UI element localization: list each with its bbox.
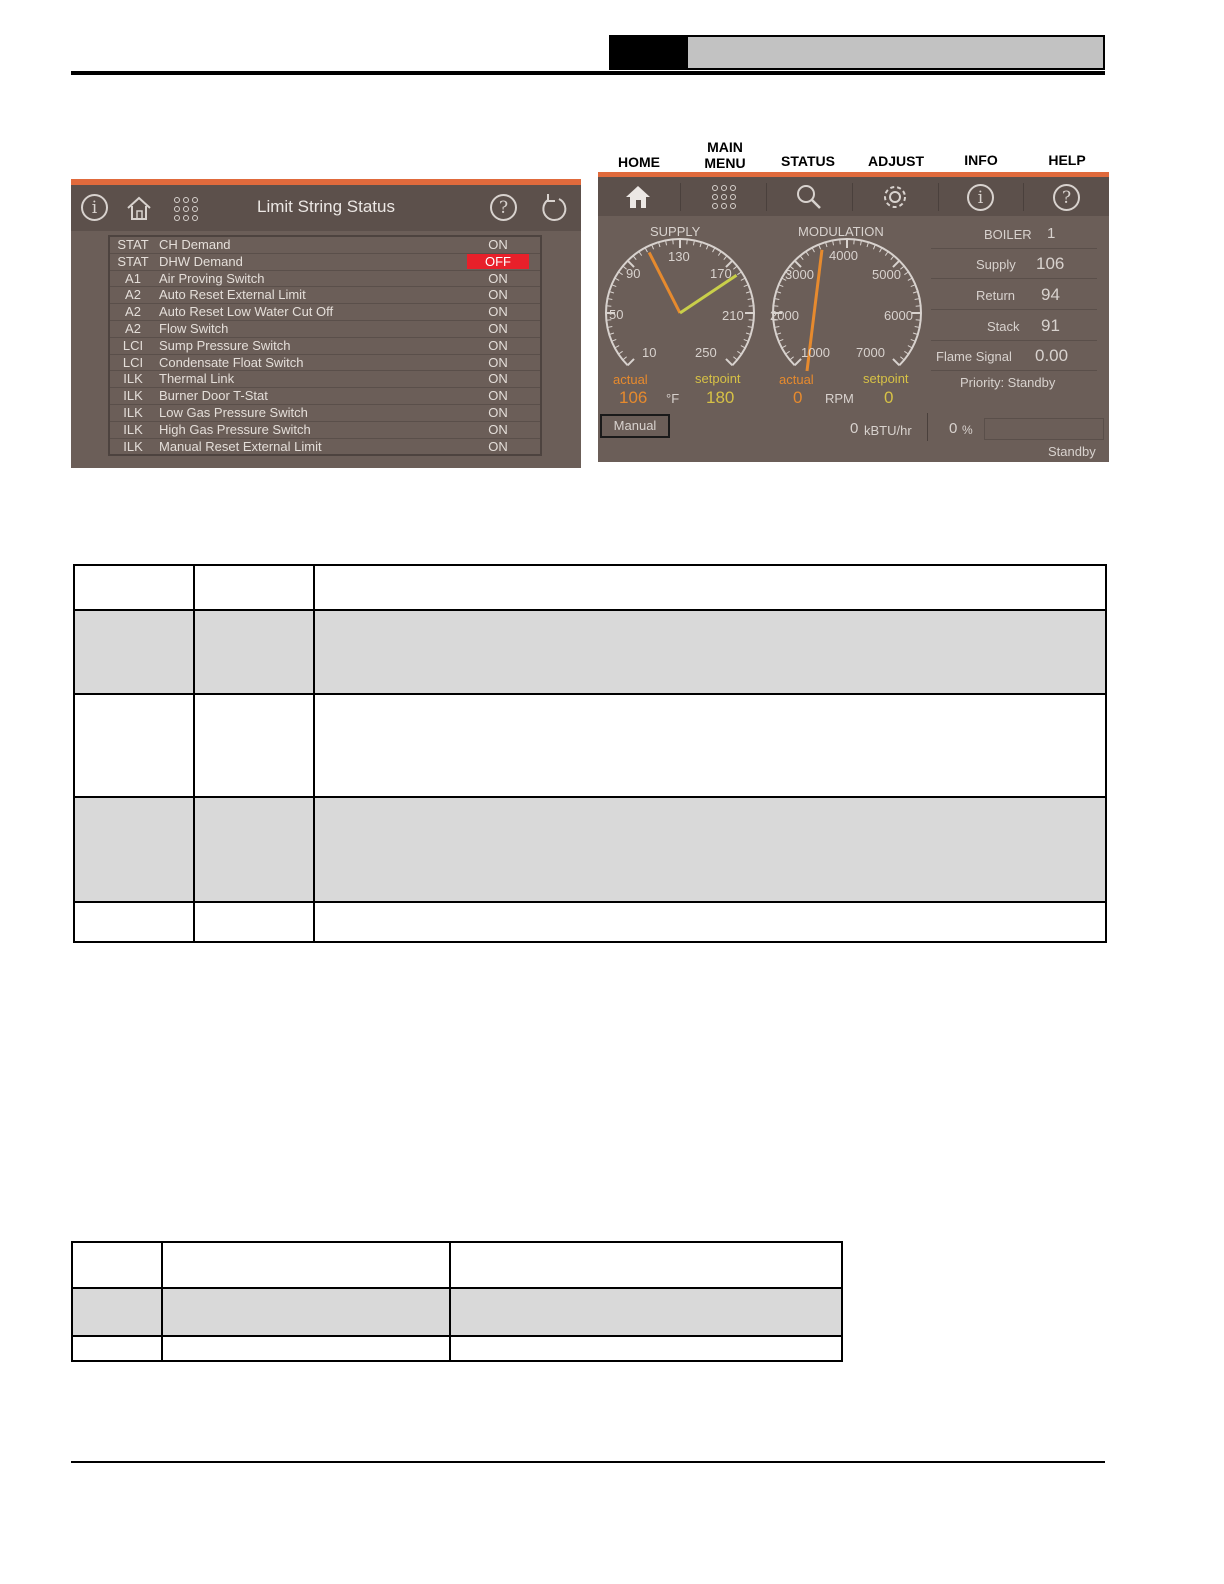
table-row (110, 355, 540, 372)
limit-status: ON (488, 337, 508, 353)
toolbar-separator (852, 183, 853, 211)
modulation-setpoint-value: 0 (884, 388, 894, 407)
gauge-tick-mark (615, 346, 619, 348)
gauge-tick-mark (700, 242, 701, 247)
modulation-progress-bar (984, 418, 1104, 440)
gauge-tick-mark (904, 351, 908, 354)
limit-name: Condensate Float Switch (159, 354, 304, 370)
supply-setpoint-label: setpoint (695, 371, 741, 386)
state-label: Standby (1048, 444, 1096, 459)
limit-code: STAT (117, 253, 149, 269)
gauge-tick-mark (741, 278, 745, 280)
gauge-tick-mark (913, 292, 918, 293)
limit-status: ON (488, 304, 508, 320)
limit-status: ON (488, 354, 508, 370)
gauge-tick-mark (913, 333, 918, 334)
stack-row (931, 313, 1097, 341)
limit-string-table (108, 235, 542, 456)
gauge-tick-mark (733, 266, 737, 269)
return-label: Return (976, 288, 1016, 303)
gauge-tick-mark (741, 346, 745, 348)
return-row (931, 282, 1097, 310)
table-row (110, 338, 540, 355)
gauge-tick-mark (609, 292, 614, 293)
table-row (110, 371, 540, 388)
limit-code: ILK (123, 404, 143, 420)
limit-status: ON (488, 438, 508, 454)
table-row (110, 304, 540, 321)
kbtu-value: 0 (850, 420, 859, 437)
supply-tick-210: 210 (722, 308, 744, 323)
limit-status: ON (488, 237, 508, 252)
table-header-row (72, 1242, 842, 1288)
limit-code: A1 (125, 270, 141, 286)
limit-name: Air Proving Switch (159, 270, 265, 286)
home-toolbar (598, 177, 1109, 216)
nav-label-main-menu-line1: MAIN (707, 139, 743, 155)
table-row (110, 321, 540, 338)
modulation-actual-value: 0 (793, 388, 803, 407)
toolbar-separator (1023, 183, 1024, 211)
gauge-tick-mark (776, 333, 781, 334)
gauge-tick-mark (744, 285, 749, 287)
limit-status: ON (488, 320, 508, 336)
help-icon[interactable]: ? (490, 194, 517, 221)
limit-name: Auto Reset Low Water Cut Off (159, 304, 334, 320)
percent-value: 0 (949, 420, 958, 437)
footer-separator (927, 413, 928, 441)
limit-code: LCI (122, 354, 144, 370)
limit-code: ILK (123, 388, 143, 404)
supply-tick-130: 130 (668, 249, 690, 264)
supply-gauge-label: SUPPLY (650, 224, 701, 239)
priority-status: Priority: Standby (960, 375, 1056, 390)
gauge-tick-mark (744, 339, 749, 341)
gauge-tick-mark (782, 346, 786, 348)
limit-status: OFF (467, 254, 529, 269)
gauge-tick-mark (826, 242, 827, 247)
limit-name: Sump Pressure Switch (159, 337, 291, 353)
limit-string-status-screen (71, 179, 581, 468)
page-header-box (609, 35, 1105, 70)
gauge-tick-mark (645, 248, 647, 252)
limit-code: A2 (125, 320, 141, 336)
gauge-tick-mark (790, 357, 794, 360)
supply-value: 106 (1036, 254, 1065, 273)
gauge-tick-mark (746, 333, 751, 334)
gauge-tick-mark (908, 346, 912, 348)
gear-icon[interactable] (880, 183, 910, 211)
gauge-tick-mark (737, 272, 741, 275)
gauge-tick-mark (900, 357, 904, 360)
table-row (110, 405, 540, 422)
home-icon[interactable] (124, 193, 154, 223)
gauge-tick-mark (633, 256, 636, 260)
limit-name: DHW Demand (159, 253, 243, 269)
back-icon[interactable] (538, 192, 570, 224)
gauge-tick-mark (911, 339, 916, 341)
return-value: 94 (1041, 285, 1060, 304)
limit-status: ON (488, 371, 508, 387)
gauge-tick-mark (893, 359, 899, 365)
table-row (74, 610, 1106, 694)
supply-tick-50: 50 (609, 307, 624, 322)
table-row (72, 1288, 842, 1336)
table-row (110, 388, 540, 405)
modulation-tick-6000: 6000 (884, 308, 913, 323)
table-row (74, 902, 1106, 942)
description-table (73, 564, 1107, 943)
toolbar-separator (938, 183, 939, 211)
supply-row (931, 251, 1097, 279)
supply-tick-90: 90 (626, 266, 641, 281)
gauge-tick-mark (618, 351, 622, 354)
gauge-tick-mark (733, 357, 737, 360)
gauge-tick-mark (873, 245, 875, 250)
limit-status: ON (488, 388, 508, 404)
modulation-tick-4000: 4000 (829, 248, 858, 263)
table-row (72, 1336, 842, 1361)
limit-code: ILK (123, 438, 143, 454)
limit-name: Flow Switch (159, 320, 229, 336)
limit-name: High Gas Pressure Switch (159, 421, 311, 437)
gauge-tick-mark (623, 357, 627, 360)
search-icon[interactable] (794, 183, 824, 211)
limit-name: Burner Door T-Stat (159, 388, 268, 404)
limit-name: Manual Reset External Limit (159, 438, 322, 454)
gauge-tick-mark (628, 359, 634, 365)
limit-code: ILK (123, 371, 143, 387)
limit-code: LCI (122, 337, 144, 353)
supply-tick-250: 250 (695, 345, 717, 360)
supply-label: Supply (976, 257, 1016, 272)
stack-label: Stack (987, 319, 1020, 334)
flame-signal-value: 0.00 (1035, 346, 1069, 365)
help-icon[interactable]: ? (1053, 184, 1080, 211)
page-header-tab (611, 37, 688, 68)
supply-tick-170: 170 (710, 266, 732, 281)
header-rule (71, 71, 1105, 75)
gauge-tick-mark (726, 359, 732, 365)
gauge-tick-mark (612, 285, 617, 287)
nav-label-info: INFO (964, 152, 998, 168)
table-header-row (74, 565, 1106, 610)
info-icon[interactable]: i (967, 184, 994, 211)
modulation-tick-7000: 7000 (856, 345, 885, 360)
gauge-tick-mark (806, 251, 809, 255)
flame-signal-label: Flame Signal (936, 349, 1012, 364)
gauge-tick-mark (639, 251, 642, 255)
gauge-tick-mark (891, 256, 894, 260)
table-row (110, 287, 540, 304)
modulation-unit: RPM (825, 391, 854, 406)
limit-name: Auto Reset External Limit (159, 287, 306, 303)
limit-code: ILK (123, 421, 143, 437)
home-screen (598, 172, 1109, 462)
gauge-tick-mark (659, 242, 660, 247)
gauge-tick-mark (800, 256, 803, 260)
gauge-tick-mark (618, 272, 622, 275)
supply-unit: °F (666, 391, 680, 406)
gauge-tick-mark (880, 248, 882, 252)
toolbar-separator (766, 183, 767, 211)
stack-value: 91 (1041, 316, 1060, 335)
gauge-tick-mark (718, 251, 721, 255)
gauge-tick-mark (812, 248, 814, 252)
gauge-tick-mark (612, 339, 617, 341)
screen-toolbar (71, 185, 581, 231)
modulation-actual-label: actual (779, 372, 814, 387)
gauge-tick-mark (609, 333, 614, 334)
table-row (110, 422, 540, 439)
gauge-tick-mark (746, 292, 751, 293)
limit-name: CH Demand (159, 237, 231, 252)
table-row (110, 237, 540, 254)
kbtu-unit: kBTU/hr (864, 423, 912, 438)
gauge-tick-mark (776, 292, 781, 293)
gauge-tick-mark (885, 251, 888, 255)
gauge-tick-mark (779, 339, 784, 341)
modulation-tick-1000: 1000 (801, 345, 830, 360)
modulation-tick-3000: 3000 (785, 267, 814, 282)
info-icon[interactable]: i (81, 194, 108, 221)
nav-label-main-menu-line2: MENU (704, 155, 746, 171)
limit-code: A2 (125, 304, 141, 320)
limit-code: A2 (125, 287, 141, 303)
boiler-row (931, 221, 1097, 249)
gauge-tick-mark (706, 245, 708, 250)
limit-code: STAT (117, 237, 149, 252)
manual-button[interactable]: Manual (600, 414, 670, 438)
modulation-gauge-label: MODULATION (798, 224, 884, 239)
limit-status: ON (488, 404, 508, 420)
gauge-tick-mark (819, 245, 821, 250)
percent-unit: % (962, 423, 973, 437)
gauge-tick-mark (785, 351, 789, 354)
nav-label-home: HOME (618, 154, 660, 170)
table-row (110, 271, 540, 288)
table-row (110, 254, 540, 271)
limit-status: ON (488, 421, 508, 437)
gauge-tick-mark (652, 245, 654, 250)
supply-actual-label: actual (613, 372, 648, 387)
nav-label-main-menu (685, 139, 765, 171)
limit-name: Low Gas Pressure Switch (159, 404, 308, 420)
table-row (74, 694, 1106, 797)
main-menu-icon[interactable] (708, 183, 740, 211)
nav-label-adjust: ADJUST (867, 153, 924, 169)
gauge-tick-mark (724, 256, 727, 260)
flame-signal-row (931, 343, 1097, 371)
gauge-tick-mark (911, 285, 916, 287)
supply-actual-value: 106 (619, 388, 648, 407)
gauge-tick-mark (904, 272, 908, 275)
table-row (110, 439, 540, 455)
home-icon[interactable] (622, 183, 654, 211)
screen-title: Limit String Status (257, 197, 395, 216)
modulation-setpoint-label: setpoint (863, 371, 909, 386)
gauge-tick-mark (779, 285, 784, 287)
nav-label-status: STATUS (781, 153, 835, 169)
gauge-tick-mark (615, 278, 619, 280)
boiler-number: 1 (1047, 225, 1056, 242)
limit-status: ON (488, 270, 508, 286)
table-row (74, 797, 1106, 902)
modulation-tick-5000: 5000 (872, 267, 901, 282)
limit-status: ON (488, 287, 508, 303)
gauge-tick-mark (737, 351, 741, 354)
boiler-label: BOILER (984, 227, 1032, 242)
toolbar-separator (680, 183, 681, 211)
gauge-tick-mark (867, 242, 868, 247)
supply-tick-10: 10 (642, 345, 657, 360)
second-table (71, 1241, 843, 1362)
gauge-tick-mark (908, 278, 912, 280)
main-menu-icon[interactable] (171, 194, 201, 224)
gauge-tick-mark (713, 248, 715, 252)
limit-name: Thermal Link (159, 371, 235, 387)
nav-label-help: HELP (1048, 152, 1086, 168)
supply-setpoint-value: 180 (706, 388, 735, 407)
footer-rule (71, 1461, 1105, 1463)
modulation-tick-2000: 2000 (770, 308, 799, 323)
